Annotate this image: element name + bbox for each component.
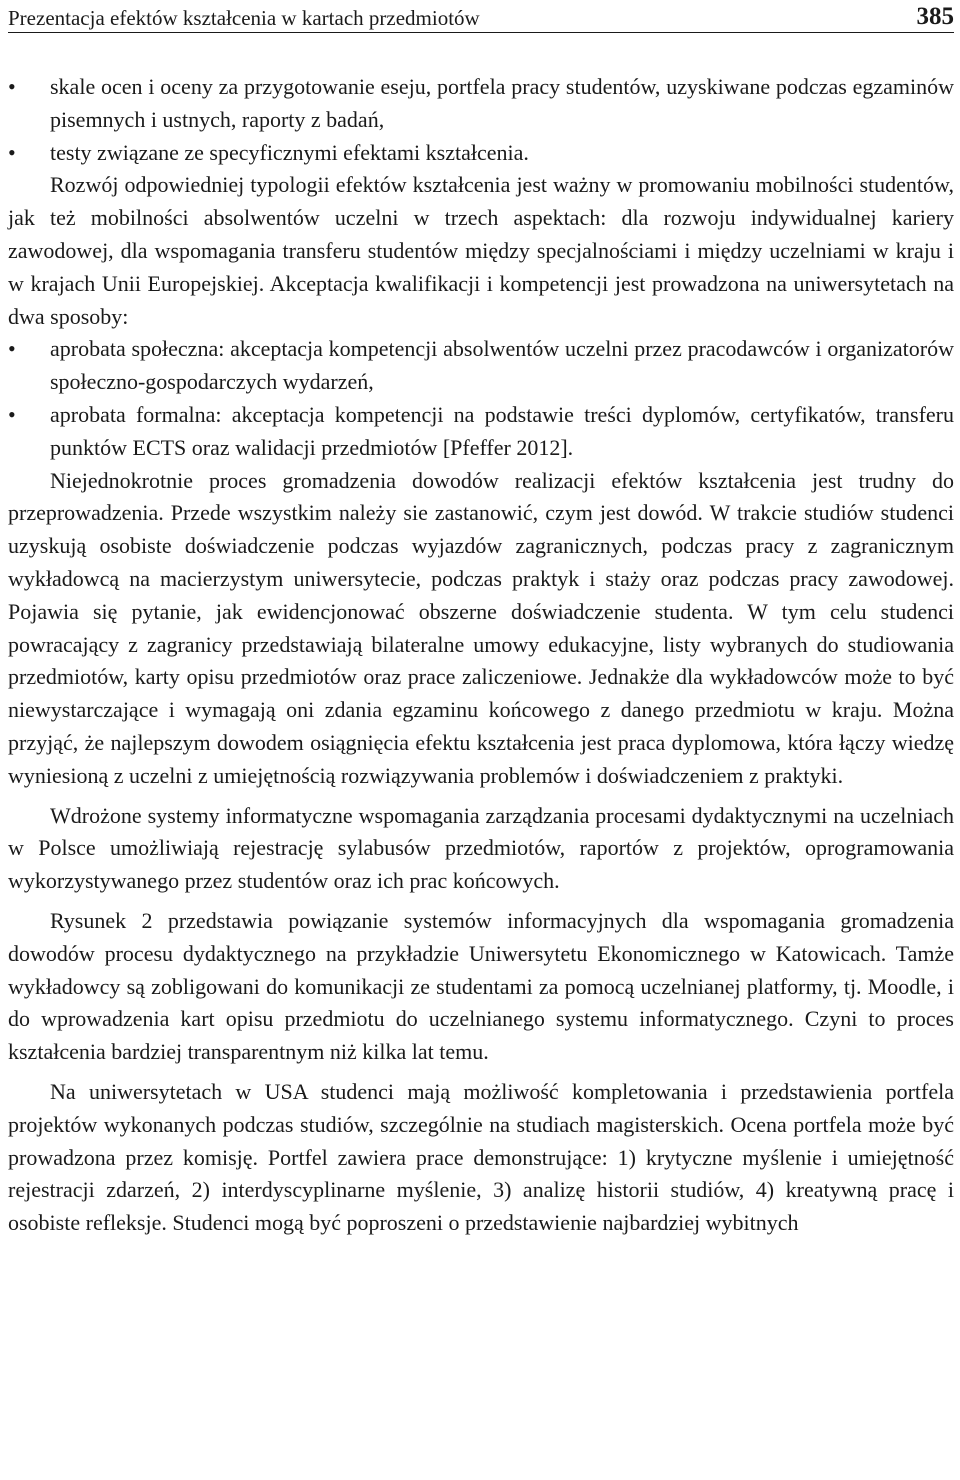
paragraph: Niejednokrotnie proces gromadzenia dowodów realizacji efektów kształcenia jest trudny do przeprowadzenia. Przede wszystkim należy sie zastanowić, czym jest dowód. W trakcie studiów studenci uzyskują osobiste doświadczenie podczas wyjazdów zagranicznych, podczas pracy z zagranicznym wykładowcą na macierzystym uniwersytecie, podczas praktyk i staży oraz podczas pracy zawodowej. Pojawia się pytanie, jak ewidencjonować obszerne doświadczenie studenta. W tym celu studenci powracający z zagranicy przedstawiają bilateralne umowy edukacyjne, listy wybranych do studiowania przedmiotów, karty opisu przedmiotów oraz prace zaliczeniowe. Jednakże dla wykładowców może to być niewystarczające i wymagają oni zdania egzaminu końcowego z danego przedmiotu w kraju. Można przyjąć, że najlepszym dowodem osiągnięcia efektu kształcenia jest praca dyplomowa, która łączy wiedzę wyniesioną z uczelni z umiejętnością rozwiązywania problemów i doświadczeniem z praktyki. (8, 467, 954, 788)
document-page (8, 0, 954, 1240)
paragraph: Rozwój odpowiedniej typologii efektów kształcenia jest ważny w promowaniu mobilności studentów, jak też mobilności absolwentów uczelni w trzech aspektach: dla rozwoju indywidualnej kariery zawodowej, dla wspomagania transferu studentów między specjalnościami i między uczelniami w kraju i w krajach Unii Europejskiej. Akceptacja kwalifikacji i kompetencji jest prowadzona na uniwersytetach na dwa sposoby: (8, 172, 954, 329)
assessment-methods-list (8, 71, 954, 169)
running-header (8, 0, 954, 33)
list-item (8, 71, 954, 137)
bullet-icon: • (8, 74, 16, 99)
paragraph: Wdrożone systemy informatyczne wspomagania zarządzania procesami dydaktycznymi na uczelniach w Polsce umożliwiają rejestrację sylabusów przedmiotów, raportów z projektów, oprogramowania wykorzystywanego przez studentów oraz ich prac końcowych. (8, 802, 954, 894)
approval-list (8, 333, 954, 464)
list-item-text: aprobata społeczna: akceptacja kompetencji absolwentów uczelni przez pracodawców i organizatorów społeczno-gospodarczych wydarzeń, (50, 336, 954, 395)
list-item (8, 399, 954, 465)
list-item-text: aprobata formalna: akceptacja kompetencji na podstawie treści dyplomów, certyfikatów, transferu punktów ECTS oraz walidacji przedmiotów [Pfeffer 2012]. (50, 401, 954, 460)
body-text (8, 71, 954, 1240)
list-item-text: testy związane ze specyficznymi efektami kształcenia. (50, 139, 529, 165)
list-item (8, 137, 954, 170)
list-item (8, 333, 954, 399)
paragraph: Rysunek 2 przedstawia powiązanie systemów informacyjnych dla wspomagania gromadzenia dowodów procesu dydaktycznego na przykładzie Uniwersytetu Ekonomicznego w Katowicach. Tamże wykładowcy są zobligowani do komunikacji ze studentami za pomocą uczelnianej platformy, tj. Moodle, i do wprowadzenia kart opisu przedmiotu do uczelnianego systemu informatycznego. Czyni to proces kształcenia bardziej transparentnym niż kilka lat temu. (8, 907, 954, 1065)
bullet-icon: • (8, 336, 16, 362)
bullet-icon: • (8, 401, 16, 427)
page-number: 385 (916, 3, 954, 30)
paragraph: Na uniwersytetach w USA studenci mają możliwość kompletowania i przedstawienia portfela projektów wykonanych podczas studiów, szczególnie na studiach magisterskich. Ocena portfela może być prowadzona przez komisję. Portfel zawiera prace demonstrujące: 1) krytyczne myślenie i umiejętność rejestracji zdarzeń, 2) interdyscyplinarne myślenie, 3) analizę historii studiów, 4) kreatywną pracę i osobiste refleksje. Studenci mogą być poproszeni o przedstawienie najbardziej wybitnych (8, 1078, 954, 1236)
bullet-icon: • (8, 139, 16, 165)
running-title: Prezentacja efektów kształcenia w kartach przedmiotów (8, 6, 480, 30)
list-item-text: skale ocen i oceny za przygotowanie eseju, portfela pracy studentów, uzyskiwane podczas egzaminów pisemnych i ustnych, raporty z badań, (50, 74, 954, 132)
